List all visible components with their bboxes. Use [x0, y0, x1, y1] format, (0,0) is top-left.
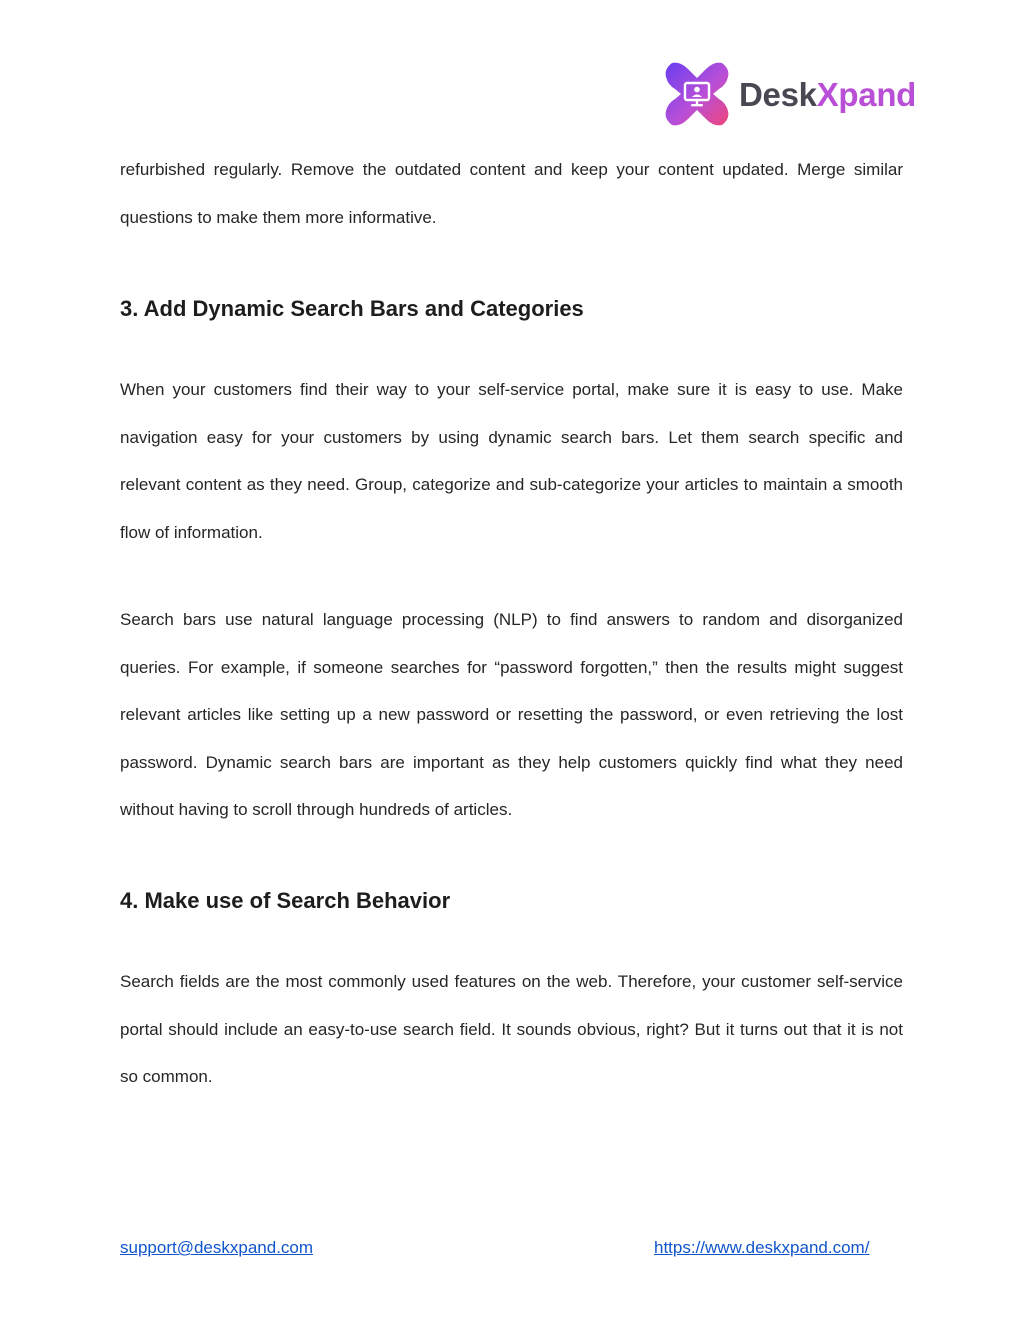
footer-email-link[interactable]: support@deskxpand.com — [120, 1238, 314, 1257]
deskxpand-logo-icon — [664, 61, 730, 127]
section-4-paragraph: Search fields are the most commonly used features on the web. Therefore, your customer self-service portal should include an easy-to-use search field. It sounds obvious, right? But it turns out that it is not so common. — [120, 972, 903, 1086]
section-4-block — [120, 886, 903, 916]
section-3-para-1-block — [120, 366, 903, 556]
brand-name: DeskXpand — [739, 75, 917, 113]
intro-paragraph: refurbished regularly. Remove the outdated content and keep your content updated. Merge similar questions to make them more informative. — [120, 160, 903, 227]
section-3-paragraph-1: When your customers find their way to your self-service portal, make sure it is easy to use. Make navigation easy for your customers by using dynamic search bars. Let them search specific and relevant content as they need. Group, categorize and sub-categorize your articles to maintain a smooth flow of information. — [120, 380, 903, 542]
section-3-heading: 3. Add Dynamic Search Bars and Categories — [120, 296, 584, 321]
section-3-paragraph-2: Search bars use natural language processing (NLP) to find answers to random and disorganized queries. For example, if someone searches for “password forgotten,” then the results might suggest relevant articles like setting up a new password or resetting the password, or even retrieving the lost password. Dynamic search bars are important as they help customers quickly find what they need without having to scroll through hundreds of articles. — [120, 610, 903, 819]
footer-website-link[interactable]: https://www.deskxpand.com/ — [654, 1238, 870, 1257]
section-3-block — [120, 294, 903, 324]
intro-block — [120, 146, 903, 241]
brand-logo — [664, 60, 916, 128]
section-4-para-block — [120, 958, 903, 1101]
section-3-para-2-block — [120, 596, 903, 834]
section-4-heading: 4. Make use of Search Behavior — [120, 888, 451, 913]
